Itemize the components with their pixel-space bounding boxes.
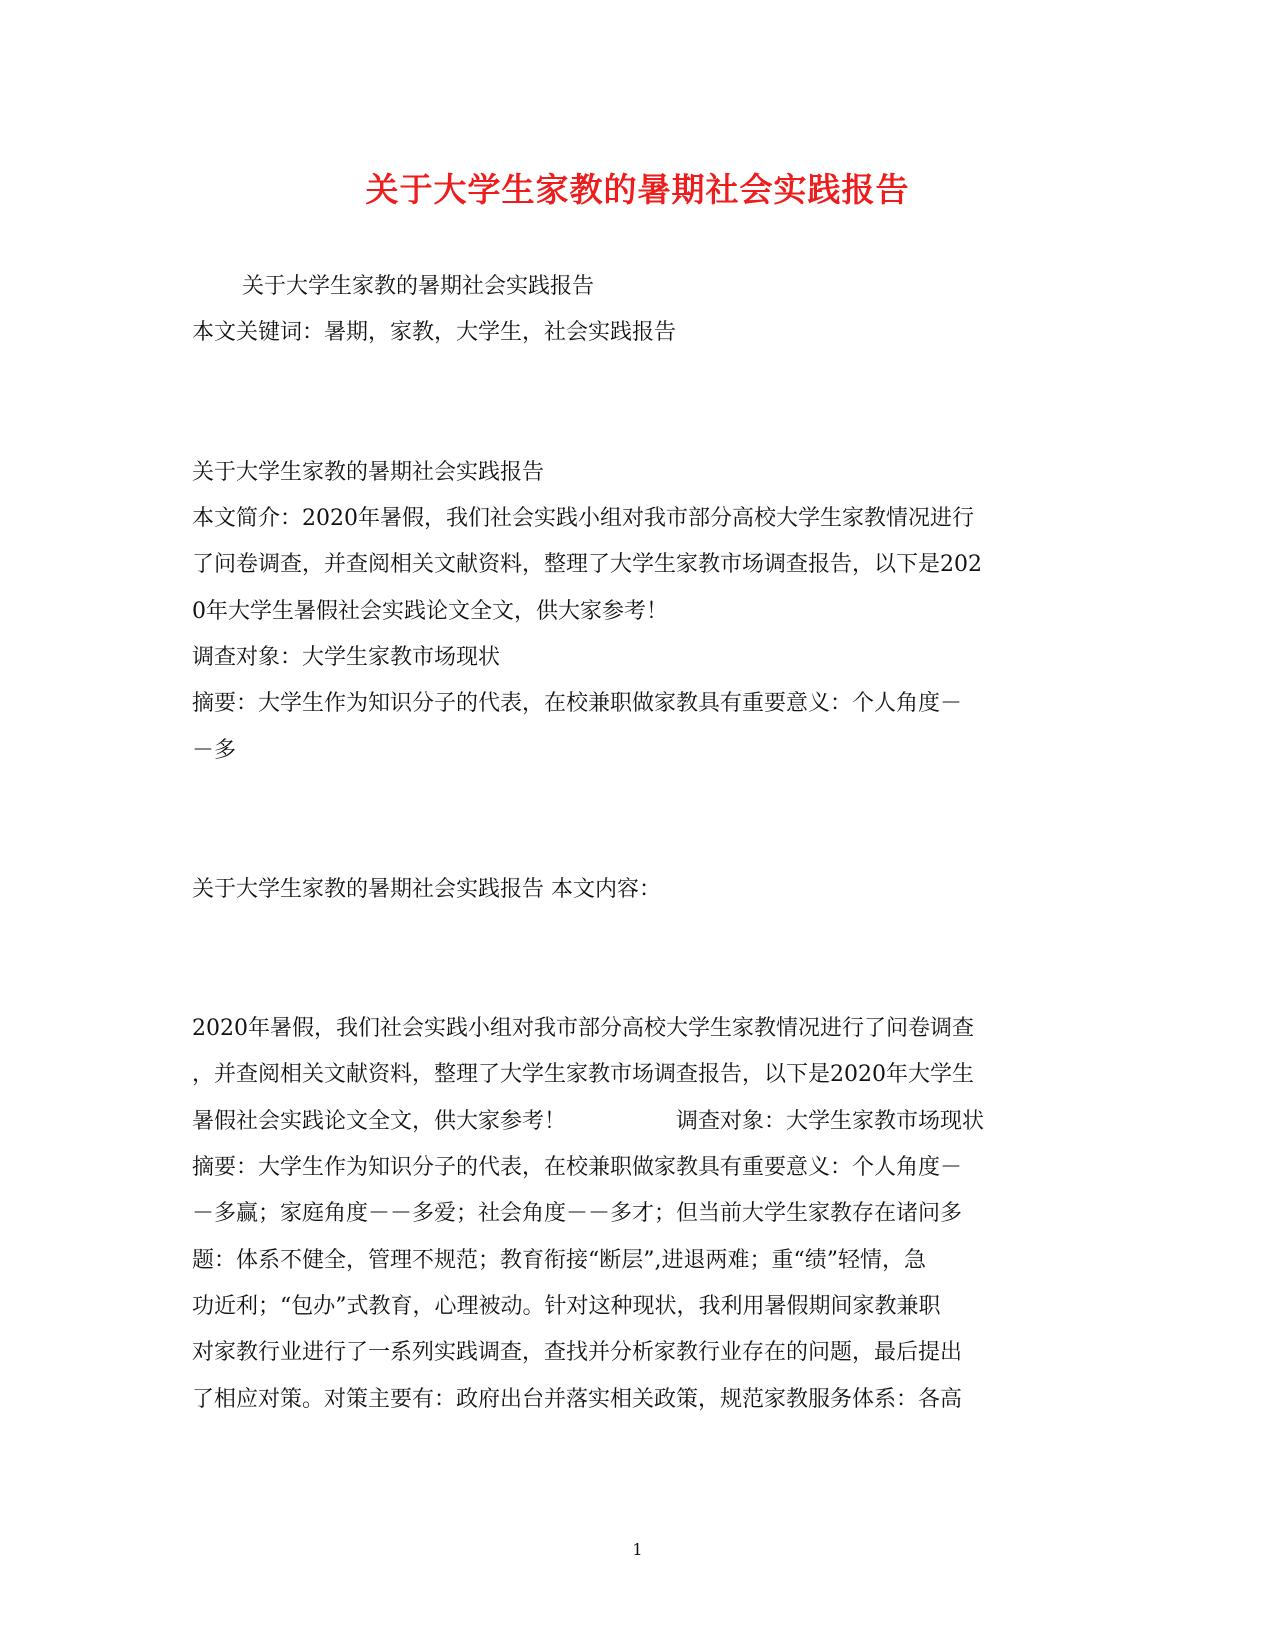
body-line-part: 暑假社会实践论文全文，供大家参考！ xyxy=(192,1109,567,1134)
body-line: 题：体系不健全，管理不规范；教育衔接“断层”,进退两难；重“绩”轻情，急 xyxy=(192,1248,926,1273)
summary-line: 了问卷调查，并查阅相关文献资料，整理了大学生家教市场调查报告，以下是202 xyxy=(192,552,982,577)
subtitle: 关于大学生家教的暑期社会实践报告 xyxy=(242,274,595,299)
summary-line: －多 xyxy=(192,738,237,763)
keywords-line: 本文关键词：暑期，家教，大学生，社会实践报告 xyxy=(192,320,677,345)
body-line: 摘要：大学生作为知识分子的代表，在校兼职做家教具有重要意义：个人角度－ xyxy=(192,1155,963,1180)
summary-line: 摘要：大学生作为知识分子的代表，在校兼职做家教具有重要意义：个人角度－ xyxy=(192,691,963,716)
body-line-part: 调查对象：大学生家教市场现状 xyxy=(676,1109,985,1134)
summary-line: 调查对象：大学生家教市场现状 xyxy=(192,645,501,670)
content-heading: 关于大学生家教的暑期社会实践报告 本文内容： xyxy=(192,877,661,902)
summary-line: 本文简介：2020年暑假，我们社会实践小组对我市部分高校大学生家教情况进行 xyxy=(192,506,974,531)
body-line: ，并查阅相关文献资料，整理了大学生家教市场调查报告，以下是2020年大学生 xyxy=(192,1062,974,1087)
body-line xyxy=(192,1107,984,1137)
body-line: 功近利；“包办”式教育，心理被动。针对这种现状，我利用暑假期间家教兼职 xyxy=(192,1294,941,1319)
body-line: 了相应对策。对策主要有：政府出台并落实相关政策，规范家教服务体系：各高 xyxy=(192,1387,963,1412)
body-line: －多赢；家庭角度－－多爱；社会角度－－多才；但当前大学生家教存在诸问多 xyxy=(192,1201,963,1226)
body-line: 2020年暑假，我们社会实践小组对我市部分高校大学生家教情况进行了问卷调查 xyxy=(192,1016,974,1041)
body-line: 对家教行业进行了一系列实践调查，查找并分析家教行业存在的问题，最后提出 xyxy=(192,1340,963,1365)
page-number: 1 xyxy=(632,1540,643,1559)
document-title: 关于大学生家教的暑期社会实践报告 xyxy=(365,170,910,209)
summary-heading: 关于大学生家教的暑期社会实践报告 xyxy=(192,460,545,485)
summary-line: 0年大学生暑假社会实践论文全文，供大家参考！ xyxy=(192,599,668,624)
